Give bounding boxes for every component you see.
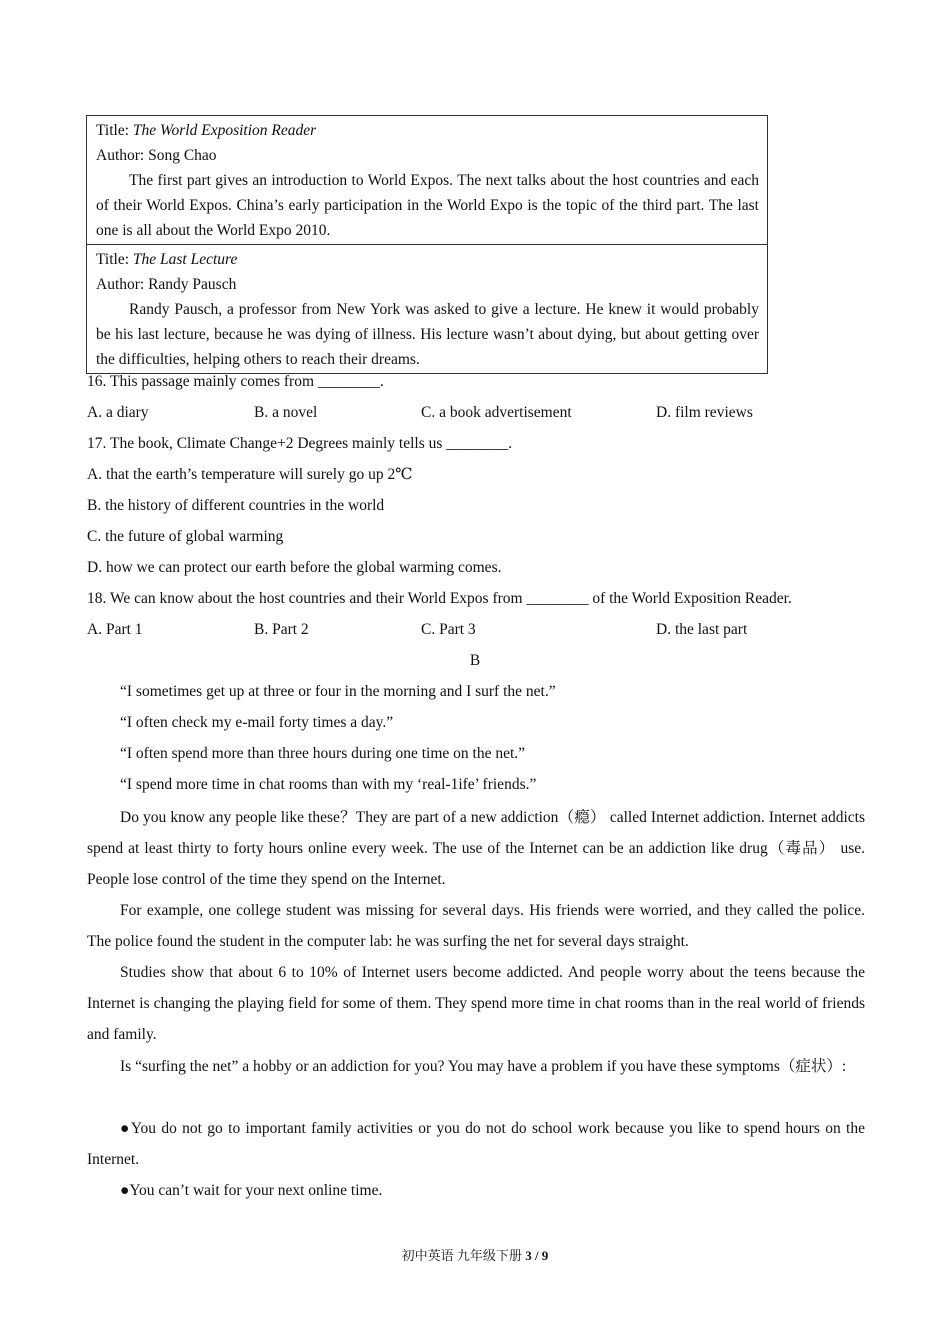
question-16-option-a: A. a diary (87, 404, 149, 421)
section-heading: B (469, 652, 481, 669)
question-17-option-b: B. the history of different countries in the world (87, 497, 385, 514)
book-author: Author: Randy Pausch (96, 276, 237, 293)
quote-4: “I spend more time in chat rooms than with my ‘real-1ife’ friends.” (120, 776, 537, 793)
question-16-option-c: C. a book advertisement (421, 404, 572, 421)
book-summary: The first part gives an introduction to World Expos. The next talks about the host countries and each of their World Expos. China’s early participation in the World Expo is the topic of the third part. The last one is all about the World Expo 2010. (96, 172, 759, 239)
book-title-line: Title: The Last Lecture (96, 251, 238, 268)
paragraph-3: Studies show that about 6 to 10% of Internet users become addicted. And people worry about the teens because the Internet is changing the playing field for some of them. They spend more time in chat rooms than in the real world of friends and family. (87, 964, 865, 1043)
question-18-option-d: D. the last part (656, 621, 748, 638)
book-title: The Last Lecture (132, 251, 238, 268)
footer-label: 初中英语 九年级下册 (401, 1248, 526, 1263)
question-16-option-b: B. a novel (254, 404, 318, 421)
question-17-option-a: A. that the earth’s temperature will surely go up 2℃ (87, 466, 413, 483)
question-17-stem: 17. The book, Climate Change+2 Degrees mainly tells us ________. (87, 435, 513, 452)
page-footer (0, 1247, 950, 1265)
question-18-stem: 18. We can know about the host countries and their World Expos from ________ of the World Exposition Reader. (87, 590, 792, 607)
book-title-line: Title: The World Exposition Reader (96, 122, 317, 139)
bullet-symptom-2: ●You can’t wait for your next online time. (120, 1182, 383, 1199)
book-entry-last-lecture (87, 244, 767, 373)
book-summary: Randy Pausch, a professor from New York was asked to give a lecture. He knew it would probably be his last lecture, because he was dying of illness. His lecture wasn’t about dying, but about getting over the difficulties, helping others to reach their dreams. (96, 301, 759, 368)
paragraph-4: Is “surfing the net” a hobby or an addiction for you? You may have a problem if you have these symptoms（症状）: (120, 1058, 847, 1075)
paragraph-1: Do you know any people like these？They are part of a new addiction（瘾） called Internet addiction. Internet addicts spend at least thirty to forty hours online every week. The use of the Internet can be an addiction like drug（毒品） use. People lose control of the time they spend on the Internet. (87, 809, 865, 888)
question-18-option-b: B. Part 2 (254, 621, 309, 638)
question-16-option-d: D. film reviews (656, 404, 753, 421)
question-17-option-d: D. how we can protect our earth before the global warming comes. (87, 559, 502, 576)
quote-2: “I often check my e-mail forty times a day.” (120, 714, 394, 731)
book-title: The World Exposition Reader (132, 122, 317, 139)
book-entry-world-exposition (87, 116, 767, 244)
question-18-option-c: C. Part 3 (421, 621, 476, 638)
question-17-option-c: C. the future of global warming (87, 528, 284, 545)
bullet-symptom-1: ●You do not go to important family activities or you do not do school work because you like to spend hours on the Internet. (87, 1120, 865, 1168)
page-number: 3 / 9 (525, 1248, 549, 1263)
book-info-table (86, 115, 768, 374)
question-18-option-a: A. Part 1 (87, 621, 143, 638)
quote-1: “I sometimes get up at three or four in the morning and I surf the net.” (120, 683, 556, 700)
paragraph-2: For example, one college student was missing for several days. His friends were worried, and they called the police. The police found the student in the computer lab: he was surfing the net for several days straight. (87, 902, 865, 950)
question-16-stem: 16. This passage mainly comes from ________. (87, 373, 384, 390)
book-author: Author: Song Chao (96, 147, 217, 164)
quote-3: “I often spend more than three hours during one time on the net.” (120, 745, 526, 762)
